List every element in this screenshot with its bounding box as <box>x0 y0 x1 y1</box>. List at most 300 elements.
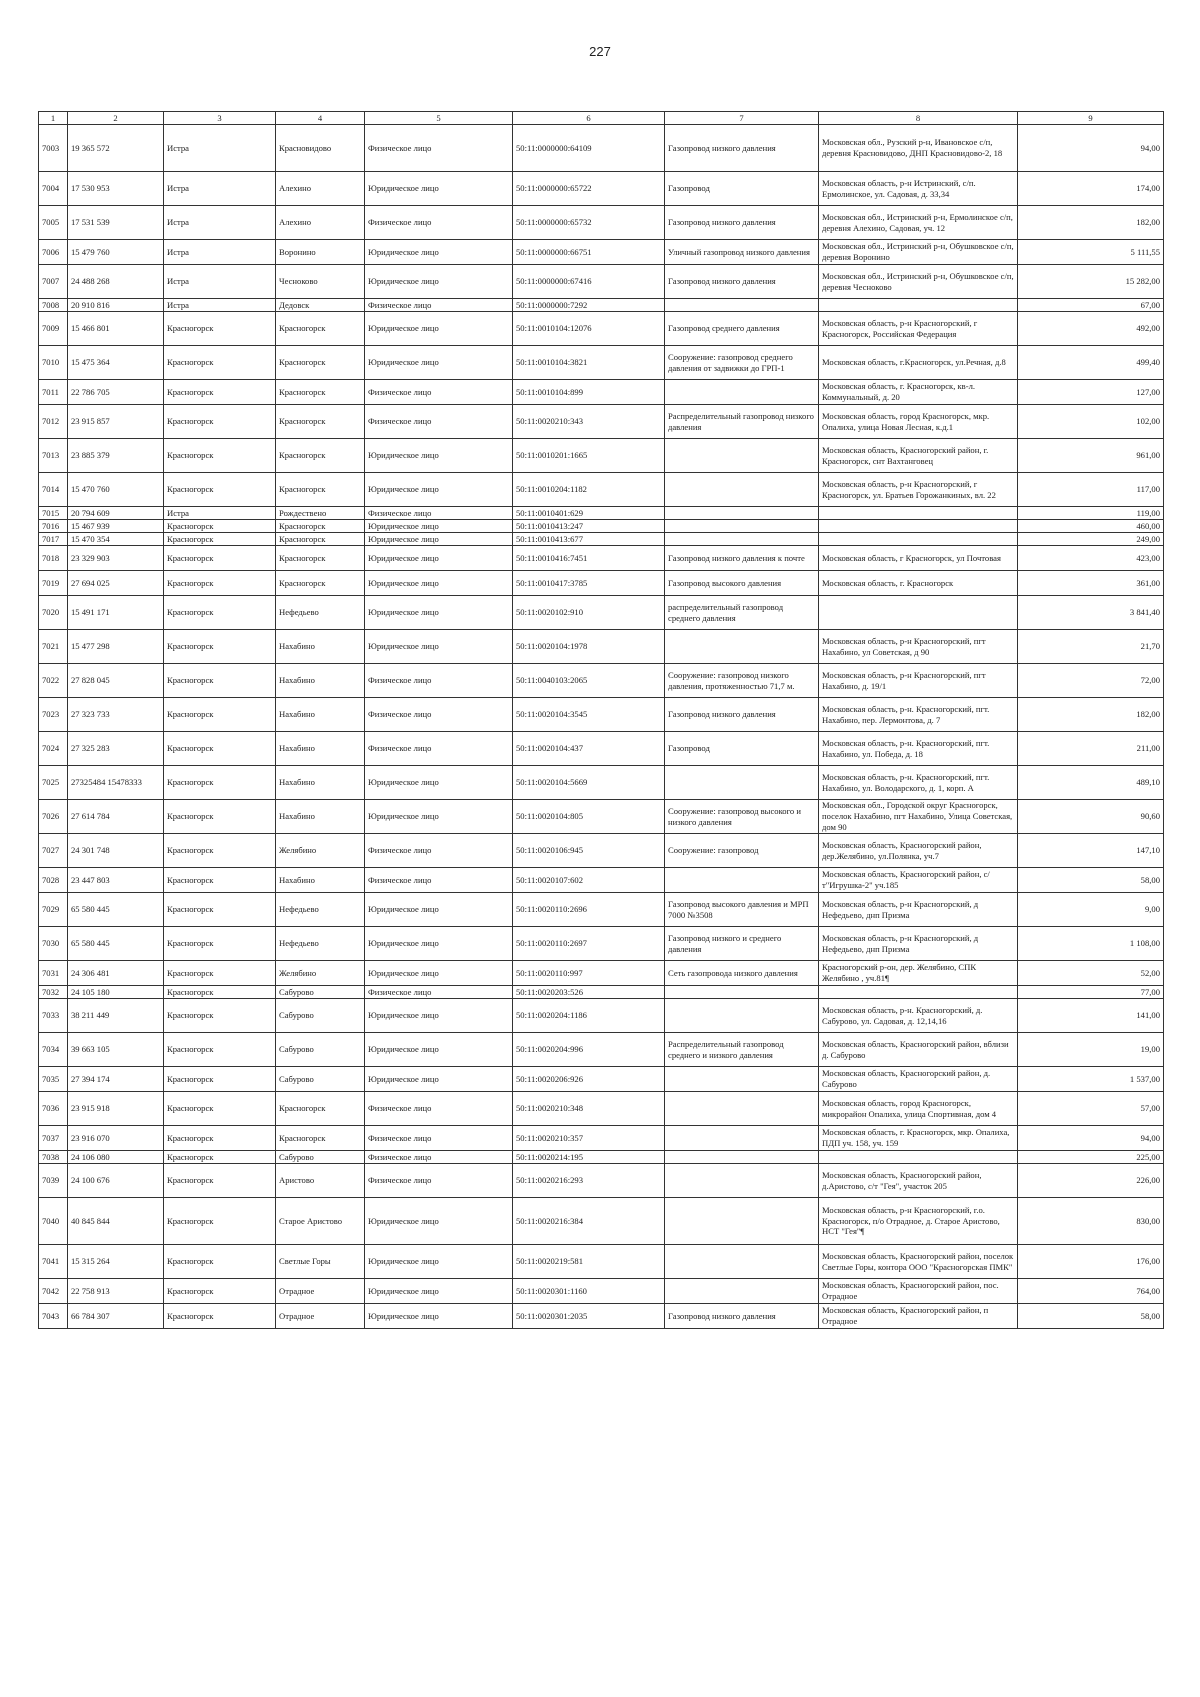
settlement-cell: Красногорск <box>276 380 365 405</box>
table-row <box>39 1033 1164 1067</box>
settlement-cell: Алехино <box>276 206 365 240</box>
row-number-cell: 7013 <box>39 439 68 473</box>
row-number-cell: 7032 <box>39 986 68 999</box>
table-row <box>39 986 1164 999</box>
cadastral-number-cell: 50:11:0010204:1182 <box>513 473 665 507</box>
settlement-cell: Красногорск <box>276 405 365 439</box>
settlement-cell: Красногорск <box>276 439 365 473</box>
cadastral-number-cell: 50:11:0020102:910 <box>513 596 665 630</box>
district-cell: Красногорск <box>164 868 276 893</box>
object-name-cell <box>665 986 819 999</box>
cadastral-quarter-id-cell: 19 365 572 <box>68 125 164 172</box>
settlement-cell: Сабурово <box>276 986 365 999</box>
object-name-cell: распределительный газопровод среднего давления <box>665 596 819 630</box>
cadastral-number-cell: 50:11:0010416:7451 <box>513 546 665 571</box>
column-header: 3 <box>164 112 276 125</box>
row-number-cell: 7039 <box>39 1164 68 1198</box>
object-address-cell: Московская область, Красногорский район, г. Красногорск, снт Вахтанговец <box>819 439 1018 473</box>
district-cell: Красногорск <box>164 664 276 698</box>
district-cell: Истра <box>164 299 276 312</box>
cadastral-quarter-id-cell: 15 467 939 <box>68 520 164 533</box>
object-value-cell: 225,00 <box>1018 1151 1164 1164</box>
district-cell: Красногорск <box>164 520 276 533</box>
row-number-cell: 7043 <box>39 1304 68 1329</box>
table-row <box>39 630 1164 664</box>
cadastral-number-cell: 50:11:0020216:293 <box>513 1164 665 1198</box>
object-name-cell <box>665 1245 819 1279</box>
cadastral-quarter-id-cell: 23 915 918 <box>68 1092 164 1126</box>
cadastral-quarter-id-cell: 66 784 307 <box>68 1304 164 1329</box>
settlement-cell: Сабурово <box>276 999 365 1033</box>
cadastral-number-cell: 50:11:0020104:3545 <box>513 698 665 732</box>
table-row <box>39 1151 1164 1164</box>
district-cell: Красногорск <box>164 1151 276 1164</box>
table-row <box>39 732 1164 766</box>
object-name-cell <box>665 1279 819 1304</box>
owner-type-cell: Юридическое лицо <box>365 596 513 630</box>
district-cell: Истра <box>164 507 276 520</box>
cadastral-quarter-id-cell: 22 786 705 <box>68 380 164 405</box>
object-name-cell: Уличный газопровод низкого давления <box>665 240 819 265</box>
object-name-cell <box>665 999 819 1033</box>
object-name-cell <box>665 1092 819 1126</box>
cadastral-quarter-id-cell: 24 106 080 <box>68 1151 164 1164</box>
owner-type-cell: Юридическое лицо <box>365 800 513 834</box>
object-address-cell: Московская область, Красногорский район, с/т"Игрушка-2" уч.185 <box>819 868 1018 893</box>
cadastral-number-cell: 50:11:0020301:2035 <box>513 1304 665 1329</box>
cadastral-number-cell: 50:11:0000000:67416 <box>513 265 665 299</box>
object-value-cell: 492,00 <box>1018 312 1164 346</box>
object-address-cell: Московская область, р-н Красногорский, пгт Нахабино, д. 19/1 <box>819 664 1018 698</box>
object-name-cell <box>665 868 819 893</box>
settlement-cell: Светлые Горы <box>276 1245 365 1279</box>
row-number-cell: 7007 <box>39 265 68 299</box>
object-name-cell <box>665 1164 819 1198</box>
object-address-cell: Московская область, Красногорский район, вблизи д. Сабурово <box>819 1033 1018 1067</box>
settlement-cell: Желябино <box>276 961 365 986</box>
settlement-cell: Нахабино <box>276 664 365 698</box>
cadastral-quarter-id-cell: 39 663 105 <box>68 1033 164 1067</box>
object-name-cell: Сооружение: газопровод высокого и низкого давления <box>665 800 819 834</box>
district-cell: Красногорск <box>164 473 276 507</box>
district-cell: Красногорск <box>164 698 276 732</box>
district-cell: Красногорск <box>164 1092 276 1126</box>
table-row <box>39 439 1164 473</box>
object-address-cell: Московская область, р-н. Красногорский, пгт. Нахабино, пер. Лермонтова, д. 7 <box>819 698 1018 732</box>
cadastral-number-cell: 50:11:0020216:384 <box>513 1198 665 1245</box>
table-row <box>39 125 1164 172</box>
cadastral-number-cell: 50:11:0000000:65722 <box>513 172 665 206</box>
object-address-cell: Московская обл., Истринский р-н, Обушковское с/п, деревня Чесноково <box>819 265 1018 299</box>
table-row <box>39 571 1164 596</box>
table-row <box>39 961 1164 986</box>
owner-type-cell: Физическое лицо <box>365 125 513 172</box>
object-name-cell: Газопровод среднего давления <box>665 312 819 346</box>
object-name-cell <box>665 439 819 473</box>
row-number-cell: 7038 <box>39 1151 68 1164</box>
row-number-cell: 7033 <box>39 999 68 1033</box>
district-cell: Красногорск <box>164 893 276 927</box>
district-cell: Красногорск <box>164 1126 276 1151</box>
cadastral-quarter-id-cell: 15 475 364 <box>68 346 164 380</box>
settlement-cell: Нахабино <box>276 698 365 732</box>
object-value-cell: 141,00 <box>1018 999 1164 1033</box>
object-address-cell <box>819 1151 1018 1164</box>
table-row <box>39 346 1164 380</box>
district-cell: Красногорск <box>164 1067 276 1092</box>
owner-type-cell: Юридическое лицо <box>365 533 513 546</box>
district-cell: Истра <box>164 265 276 299</box>
settlement-cell: Нефедьево <box>276 893 365 927</box>
cadastral-quarter-id-cell: 23 447 803 <box>68 868 164 893</box>
settlement-cell: Красновидово <box>276 125 365 172</box>
cadastral-quarter-id-cell: 24 105 180 <box>68 986 164 999</box>
district-cell: Истра <box>164 172 276 206</box>
object-value-cell: 830,00 <box>1018 1198 1164 1245</box>
object-name-cell <box>665 533 819 546</box>
cadastral-quarter-id-cell: 23 916 070 <box>68 1126 164 1151</box>
settlement-cell: Отрадное <box>276 1279 365 1304</box>
object-value-cell: 127,00 <box>1018 380 1164 405</box>
object-address-cell: Московская область, р-н Красногорский, г Красногорск, ул. Братьев Горожанкиных, вл. 22 <box>819 473 1018 507</box>
column-header: 4 <box>276 112 365 125</box>
object-value-cell: 19,00 <box>1018 1033 1164 1067</box>
table-row <box>39 1164 1164 1198</box>
settlement-cell: Сабурово <box>276 1067 365 1092</box>
object-address-cell: Московская область, город Красногорск, мкр. Опалиха, улица Новая Лесная, к.д.1 <box>819 405 1018 439</box>
cadastral-quarter-id-cell: 15 479 760 <box>68 240 164 265</box>
cadastral-number-cell: 50:11:0010417:3785 <box>513 571 665 596</box>
object-name-cell: Газопровод <box>665 172 819 206</box>
district-cell: Красногорск <box>164 834 276 868</box>
cadastral-number-cell: 50:11:0020210:348 <box>513 1092 665 1126</box>
cadastral-quarter-id-cell: 24 100 676 <box>68 1164 164 1198</box>
cadastral-quarter-id-cell: 15 477 298 <box>68 630 164 664</box>
cadastral-quarter-id-cell: 27 694 025 <box>68 571 164 596</box>
cadastral-number-cell: 50:11:0000000:64109 <box>513 125 665 172</box>
owner-type-cell: Юридическое лицо <box>365 346 513 380</box>
object-name-cell: Газопровод низкого и среднего давления <box>665 927 819 961</box>
cadastral-number-cell: 50:11:0020210:343 <box>513 405 665 439</box>
district-cell: Красногорск <box>164 800 276 834</box>
cadastral-quarter-id-cell: 20 910 816 <box>68 299 164 312</box>
object-value-cell: 460,00 <box>1018 520 1164 533</box>
row-number-cell: 7028 <box>39 868 68 893</box>
row-number-cell: 7026 <box>39 800 68 834</box>
object-name-cell: Сеть газопровода низкого давления <box>665 961 819 986</box>
district-cell: Красногорск <box>164 1279 276 1304</box>
cadastral-number-cell: 50:11:0020210:357 <box>513 1126 665 1151</box>
object-name-cell: Газопровод низкого давления к почте <box>665 546 819 571</box>
district-cell: Красногорск <box>164 596 276 630</box>
object-address-cell: Московская обл., Рузский р-н, Ивановское с/п, деревня Красновидово, ДНП Красновидово-2, 18 <box>819 125 1018 172</box>
row-number-cell: 7022 <box>39 664 68 698</box>
object-value-cell: 961,00 <box>1018 439 1164 473</box>
table-row <box>39 766 1164 800</box>
cadastral-number-cell: 50:11:0020204:996 <box>513 1033 665 1067</box>
owner-type-cell: Физическое лицо <box>365 698 513 732</box>
owner-type-cell: Физическое лицо <box>365 206 513 240</box>
district-cell: Истра <box>164 206 276 240</box>
cadastral-quarter-id-cell: 22 758 913 <box>68 1279 164 1304</box>
cadastral-quarter-id-cell: 27325484 15478333 <box>68 766 164 800</box>
row-number-cell: 7029 <box>39 893 68 927</box>
owner-type-cell: Юридическое лицо <box>365 312 513 346</box>
object-value-cell: 182,00 <box>1018 206 1164 240</box>
table-row <box>39 380 1164 405</box>
table-row <box>39 1245 1164 1279</box>
object-name-cell: Сооружение: газопровод среднего давления от задвижки до ГРП-1 <box>665 346 819 380</box>
object-value-cell: 249,00 <box>1018 533 1164 546</box>
table-row <box>39 507 1164 520</box>
settlement-cell: Старое Аристово <box>276 1198 365 1245</box>
cadastral-quarter-id-cell: 20 794 609 <box>68 507 164 520</box>
settlement-cell: Сабурово <box>276 1033 365 1067</box>
settlement-cell: Аристово <box>276 1164 365 1198</box>
object-address-cell: Московская область, г. Красногорск, кв-л. Коммунальный, д. 20 <box>819 380 1018 405</box>
row-number-cell: 7016 <box>39 520 68 533</box>
table-row <box>39 312 1164 346</box>
cadastral-quarter-id-cell: 27 323 733 <box>68 698 164 732</box>
settlement-cell: Красногорск <box>276 346 365 380</box>
district-cell: Истра <box>164 125 276 172</box>
object-value-cell: 102,00 <box>1018 405 1164 439</box>
cadastral-quarter-id-cell: 65 580 445 <box>68 927 164 961</box>
district-cell: Красногорск <box>164 961 276 986</box>
object-name-cell: Газопровод низкого давления <box>665 265 819 299</box>
object-address-cell: Московская обл., Истринский р-н, Обушковское с/п, деревня Воронино <box>819 240 1018 265</box>
object-address-cell: Московская область, р-н. Красногорский, д. Сабурово, ул. Садовая, д. 12,14,16 <box>819 999 1018 1033</box>
cadastral-quarter-id-cell: 23 915 857 <box>68 405 164 439</box>
object-value-cell: 5 111,55 <box>1018 240 1164 265</box>
cadastral-quarter-id-cell: 38 211 449 <box>68 999 164 1033</box>
table-row <box>39 172 1164 206</box>
object-value-cell: 58,00 <box>1018 1304 1164 1329</box>
object-address-cell: Московская область, р-н Красногорский, г Красногорск, Российская Федерация <box>819 312 1018 346</box>
cadastral-number-cell: 50:11:0020104:5669 <box>513 766 665 800</box>
object-address-cell: Московская область, р-н Истринский, с/п. Ермолинское, ул. Садовая, д. 33,34 <box>819 172 1018 206</box>
object-address-cell: Красногорский р-он, дер. Желябино, СПК Желябино , уч.81¶ <box>819 961 1018 986</box>
object-address-cell: Московская область, г Красногорск, ул Почтовая <box>819 546 1018 571</box>
object-address-cell <box>819 986 1018 999</box>
settlement-cell: Красногорск <box>276 1092 365 1126</box>
object-name-cell: Газопровод низкого давления <box>665 698 819 732</box>
object-address-cell: Московская область, р-н Красногорский, пгт Нахабино, ул Советская, д 90 <box>819 630 1018 664</box>
district-cell: Красногорск <box>164 1164 276 1198</box>
owner-type-cell: Юридическое лицо <box>365 546 513 571</box>
owner-type-cell: Физическое лицо <box>365 507 513 520</box>
table-row <box>39 1198 1164 1245</box>
table-row <box>39 664 1164 698</box>
row-number-cell: 7003 <box>39 125 68 172</box>
table-row <box>39 533 1164 546</box>
owner-type-cell: Юридическое лицо <box>365 265 513 299</box>
cadastral-number-cell: 50:11:0010104:899 <box>513 380 665 405</box>
object-value-cell: 119,00 <box>1018 507 1164 520</box>
district-cell: Красногорск <box>164 346 276 380</box>
settlement-cell: Воронино <box>276 240 365 265</box>
column-header: 7 <box>665 112 819 125</box>
district-cell: Красногорск <box>164 986 276 999</box>
object-name-cell: Газопровод низкого давления <box>665 1304 819 1329</box>
object-value-cell: 15 282,00 <box>1018 265 1164 299</box>
row-number-cell: 7040 <box>39 1198 68 1245</box>
cadastral-number-cell: 50:11:0020110:2697 <box>513 927 665 961</box>
object-name-cell <box>665 520 819 533</box>
cadastral-number-cell: 50:11:0020104:1978 <box>513 630 665 664</box>
district-cell: Истра <box>164 240 276 265</box>
object-address-cell: Московская область, Красногорский район, д. Сабурово <box>819 1067 1018 1092</box>
object-value-cell: 72,00 <box>1018 664 1164 698</box>
settlement-cell: Красногорск <box>276 520 365 533</box>
owner-type-cell: Юридическое лицо <box>365 172 513 206</box>
cadastral-quarter-id-cell: 15 491 171 <box>68 596 164 630</box>
settlement-cell: Сабурово <box>276 1151 365 1164</box>
district-cell: Красногорск <box>164 1245 276 1279</box>
owner-type-cell: Юридическое лицо <box>365 1279 513 1304</box>
settlement-cell: Дедовск <box>276 299 365 312</box>
object-value-cell: 67,00 <box>1018 299 1164 312</box>
owner-type-cell: Юридическое лицо <box>365 999 513 1033</box>
cadastral-number-cell: 50:11:0020104:805 <box>513 800 665 834</box>
row-number-cell: 7035 <box>39 1067 68 1092</box>
gas-pipeline-register-table <box>38 111 1164 1329</box>
owner-type-cell: Юридическое лицо <box>365 1198 513 1245</box>
cadastral-number-cell: 50:11:0010413:247 <box>513 520 665 533</box>
cadastral-number-cell: 50:11:0010104:3821 <box>513 346 665 380</box>
row-number-cell: 7037 <box>39 1126 68 1151</box>
object-name-cell <box>665 473 819 507</box>
owner-type-cell: Юридическое лицо <box>365 1245 513 1279</box>
cadastral-quarter-id-cell: 24 301 748 <box>68 834 164 868</box>
row-number-cell: 7010 <box>39 346 68 380</box>
object-value-cell: 423,00 <box>1018 546 1164 571</box>
settlement-cell: Нахабино <box>276 800 365 834</box>
cadastral-quarter-id-cell: 17 531 539 <box>68 206 164 240</box>
district-cell: Красногорск <box>164 999 276 1033</box>
object-value-cell: 176,00 <box>1018 1245 1164 1279</box>
object-address-cell <box>819 299 1018 312</box>
settlement-cell: Нахабино <box>276 732 365 766</box>
cadastral-quarter-id-cell: 27 325 283 <box>68 732 164 766</box>
cadastral-number-cell: 50:11:0010201:1665 <box>513 439 665 473</box>
cadastral-quarter-id-cell: 65 580 445 <box>68 893 164 927</box>
settlement-cell: Красногорск <box>276 533 365 546</box>
settlement-cell: Красногорск <box>276 1126 365 1151</box>
cadastral-number-cell: 50:11:0020110:997 <box>513 961 665 986</box>
row-number-cell: 7012 <box>39 405 68 439</box>
object-name-cell: Газопровод низкого давления <box>665 125 819 172</box>
table-row <box>39 299 1164 312</box>
cadastral-quarter-id-cell: 15 470 354 <box>68 533 164 546</box>
row-number-cell: 7011 <box>39 380 68 405</box>
object-address-cell: Московская область, г. Красногорск, мкр. Опалиха, ПДП уч. 158, уч. 159 <box>819 1126 1018 1151</box>
cadastral-quarter-id-cell: 27 614 784 <box>68 800 164 834</box>
settlement-cell: Алехино <box>276 172 365 206</box>
district-cell: Красногорск <box>164 1033 276 1067</box>
object-value-cell: 3 841,40 <box>1018 596 1164 630</box>
table-row <box>39 546 1164 571</box>
settlement-cell: Красногорск <box>276 473 365 507</box>
district-cell: Красногорск <box>164 1304 276 1329</box>
row-number-cell: 7042 <box>39 1279 68 1304</box>
object-address-cell: Московская область, Красногорский район, п Отрадное <box>819 1304 1018 1329</box>
cadastral-quarter-id-cell: 17 530 953 <box>68 172 164 206</box>
object-name-cell: Распределительный газопровод среднего и низкого давления <box>665 1033 819 1067</box>
column-header: 9 <box>1018 112 1164 125</box>
column-number-header-row <box>39 112 1164 125</box>
cadastral-number-cell: 50:11:0020110:2696 <box>513 893 665 927</box>
table-row <box>39 1067 1164 1092</box>
table-row <box>39 473 1164 507</box>
owner-type-cell: Юридическое лицо <box>365 520 513 533</box>
owner-type-cell: Юридическое лицо <box>365 240 513 265</box>
object-value-cell: 117,00 <box>1018 473 1164 507</box>
owner-type-cell: Юридическое лицо <box>365 630 513 664</box>
object-address-cell <box>819 507 1018 520</box>
object-value-cell: 499,40 <box>1018 346 1164 380</box>
object-address-cell: Московская обл., Истринский р-н, Ермолинское с/п, деревня Алехино, Садовая, уч. 12 <box>819 206 1018 240</box>
owner-type-cell: Физическое лицо <box>365 664 513 698</box>
table-row <box>39 520 1164 533</box>
settlement-cell: Красногорск <box>276 571 365 596</box>
object-name-cell <box>665 630 819 664</box>
object-name-cell: Сооружение: газопровод низкого давления, протяженностью 71,7 м. <box>665 664 819 698</box>
cadastral-quarter-id-cell: 24 306 481 <box>68 961 164 986</box>
object-address-cell: Московская область, Красногорский район, пос. Отрадное <box>819 1279 1018 1304</box>
owner-type-cell: Физическое лицо <box>365 299 513 312</box>
settlement-cell: Красногорск <box>276 312 365 346</box>
district-cell: Красногорск <box>164 439 276 473</box>
row-number-cell: 7017 <box>39 533 68 546</box>
object-name-cell: Газопровод высокого давления <box>665 571 819 596</box>
object-name-cell <box>665 380 819 405</box>
page-number: 227 <box>589 44 611 59</box>
row-number-cell: 7034 <box>39 1033 68 1067</box>
owner-type-cell: Физическое лицо <box>365 732 513 766</box>
object-value-cell: 147,10 <box>1018 834 1164 868</box>
object-value-cell: 361,00 <box>1018 571 1164 596</box>
settlement-cell: Нахабино <box>276 766 365 800</box>
settlement-cell: Рождествено <box>276 507 365 520</box>
row-number-cell: 7018 <box>39 546 68 571</box>
table-row <box>39 265 1164 299</box>
owner-type-cell: Юридическое лицо <box>365 1067 513 1092</box>
cadastral-number-cell: 50:11:0040103:2065 <box>513 664 665 698</box>
object-name-cell: Газопровод <box>665 732 819 766</box>
cadastral-number-cell: 50:11:0020106:945 <box>513 834 665 868</box>
object-value-cell: 77,00 <box>1018 986 1164 999</box>
row-number-cell: 7023 <box>39 698 68 732</box>
object-name-cell: Распределительный газопровод низкого давления <box>665 405 819 439</box>
row-number-cell: 7036 <box>39 1092 68 1126</box>
row-number-cell: 7004 <box>39 172 68 206</box>
settlement-cell: Отрадное <box>276 1304 365 1329</box>
owner-type-cell: Юридическое лицо <box>365 927 513 961</box>
row-number-cell: 7009 <box>39 312 68 346</box>
object-name-cell <box>665 299 819 312</box>
row-number-cell: 7015 <box>39 507 68 520</box>
row-number-cell: 7031 <box>39 961 68 986</box>
object-value-cell: 21,70 <box>1018 630 1164 664</box>
object-name-cell: Сооружение: газопровод <box>665 834 819 868</box>
owner-type-cell: Физическое лицо <box>365 1164 513 1198</box>
column-header: 5 <box>365 112 513 125</box>
settlement-cell: Чесноково <box>276 265 365 299</box>
object-value-cell: 226,00 <box>1018 1164 1164 1198</box>
object-value-cell: 94,00 <box>1018 125 1164 172</box>
cadastral-number-cell: 50:11:0000000:7292 <box>513 299 665 312</box>
